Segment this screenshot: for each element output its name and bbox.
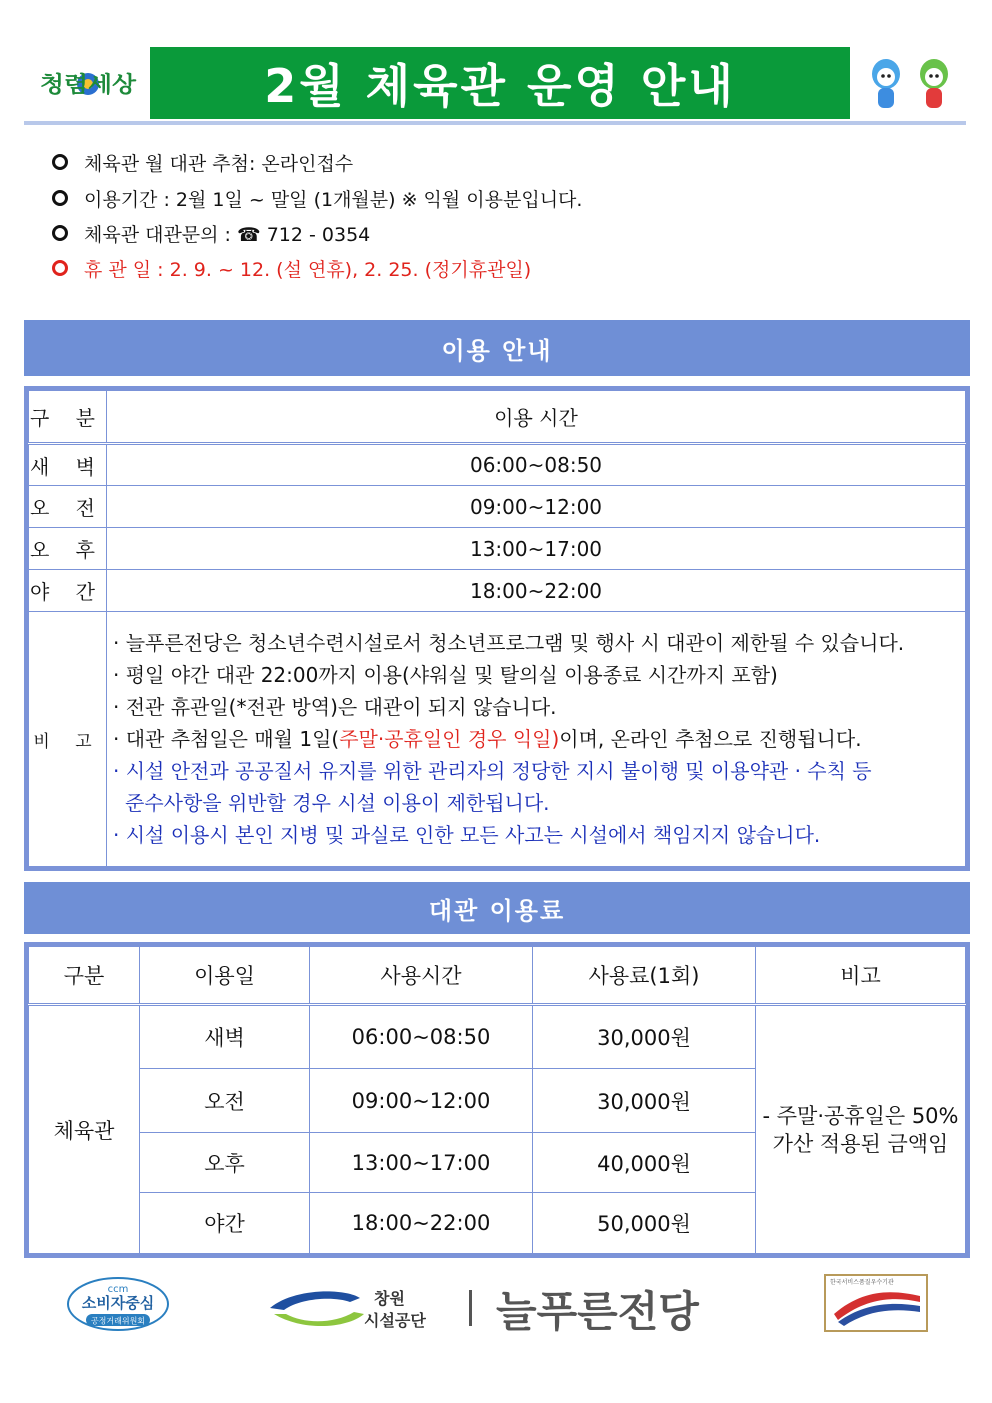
row-time: 09:00~12:00 [107,486,966,528]
fee-table [24,942,970,1258]
row-time: 06:00~08:50 [310,1005,533,1069]
table-row [29,528,966,570]
info-closed-days [50,254,531,282]
info-text: 이용기간 : 2월 1일 ~ 말일 (1개월분) ※ 익월 이용분입니다. [84,188,583,211]
header-time: 이용 시간 [107,391,966,444]
quality-text: 한국서비스품질우수기관 [830,1279,894,1286]
circle-bullet-icon [52,154,68,170]
row-time: 18:00~22:00 [310,1193,533,1254]
fee-section-title: 대관 이용료 [24,882,970,934]
integrity-world-logo [38,58,138,106]
header-category: 구분 [29,947,140,1005]
header-day: 이용일 [140,947,310,1005]
ccm-consumer-logo [66,1276,170,1332]
row-price: 30,000원 [533,1005,756,1069]
row-time: 13:00~17:00 [107,528,966,570]
row-day: 새벽 [140,1005,310,1069]
table-row [29,444,966,486]
service-quality-mark [824,1274,928,1332]
row-price: 30,000원 [533,1069,756,1133]
fee-note-line: - 주말·공휴일은 50% [762,1103,959,1128]
header-divider [24,121,966,125]
circle-bullet-icon [52,190,68,206]
info-usage-period [50,184,582,212]
header-price: 사용료(1회) [533,947,756,1005]
note-line: · 시설 이용시 본인 지병 및 과실로 인한 모든 사고는 시설에서 책임지지 않습니다. [113,823,821,847]
table-header-row [29,391,966,444]
row-time: 13:00~17:00 [310,1133,533,1193]
note-line: · 평일 야간 대관 22:00까지 이용(샤워실 및 탈의실 이용종료 시간까지 포함) [113,663,778,687]
info-text: 체육관 월 대관 추첨: 온라인접수 [84,152,354,175]
facility-cell: 체육관 [29,1005,140,1254]
changwon-facilities-logo [264,1280,724,1340]
info-text: 체육관 대관문의 : ☎ 712 - 0354 [84,223,371,246]
notes-row [29,612,966,867]
fee-note-line: 가산 적용된 금액임 [772,1131,949,1156]
ccm-main-text: 소비자중심 [81,1294,155,1312]
table-header-row [29,947,966,1005]
row-label: 오 후 [29,528,107,570]
page-title: 2월 체육관 운영 안내 [150,47,850,119]
row-day: 야간 [140,1193,310,1254]
usage-section-title: 이용 안내 [24,320,970,376]
notes-content [107,612,966,867]
center-name: 늘푸른전당 [496,1287,699,1336]
row-time: 18:00~22:00 [107,570,966,612]
header-category: 구 분 [29,391,107,444]
note-line: · 대관 추첨일은 매월 1일(주말·공휴일인 경우 익일)이며, 온라인 추첨으로 진행됩니다. [113,727,862,751]
note-line: 준수사항을 위반할 경우 시설 이용이 제한됩니다. [125,791,550,815]
row-label: 새 벽 [29,444,107,486]
circle-bullet-icon [52,225,68,241]
row-day: 오전 [140,1069,310,1133]
info-draw-method [50,148,353,176]
header-time: 사용시간 [310,947,533,1005]
row-label: 오 전 [29,486,107,528]
row-time: 06:00~08:50 [107,444,966,486]
table-row [29,570,966,612]
row-price: 40,000원 [533,1133,756,1193]
row-price: 50,000원 [533,1193,756,1254]
row-day: 오후 [140,1133,310,1193]
table-row [29,486,966,528]
corp-name-line1: 창원 [374,1289,405,1308]
notes-label: 비 고 [29,612,107,867]
row-time: 09:00~12:00 [310,1069,533,1133]
info-contact [50,219,370,247]
mascot-characters [862,52,958,116]
note-line: · 전관 휴관일(*전관 방역)은 대관이 되지 않습니다. [113,695,557,719]
usage-table [24,386,970,871]
row-label: 야 간 [29,570,107,612]
note-highlight: 주말·공휴일인 경우 익일) [339,727,560,751]
note-line: · 시설 안전과 공공질서 유지를 위한 관리자의 정당한 지시 불이행 및 이용약관 · 수칙 등 [113,759,872,783]
corp-name-line2: 시설공단 [364,1311,426,1330]
circle-bullet-icon [52,260,68,276]
note-line: · 늘푸른전당은 청소년수련시설로서 청소년프로그램 및 행사 시 대관이 제한될 수 있습니다. [113,631,905,655]
table-row [29,1005,966,1069]
header-note: 비고 [756,947,966,1005]
fee-note-cell [756,1005,966,1254]
info-text: 휴 관 일 : 2. 9. ~ 12. (설 연휴), 2. 25. (정기휴관일) [84,258,532,281]
ccm-org-text: 공정거래위원회 [90,1316,146,1326]
logo-text: 청렴세상 [40,73,126,98]
ccm-small-text: ccm [107,1284,129,1295]
